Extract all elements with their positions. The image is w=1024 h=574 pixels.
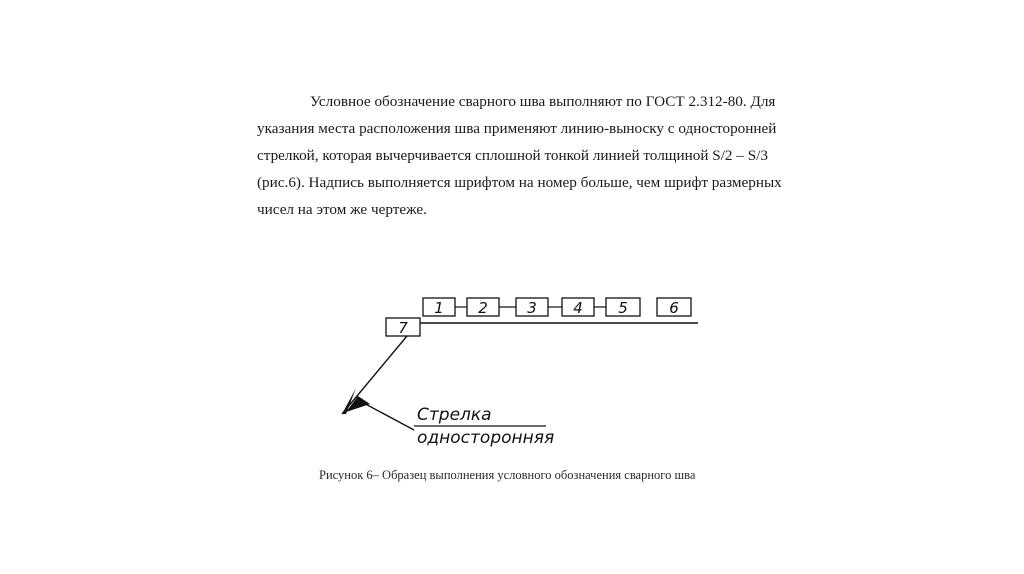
box-6 xyxy=(657,298,691,317)
figure-caption: Рисунок 6– Образец выполнения условного обозначения сварного шва xyxy=(319,468,696,482)
arrow-label-line-2: односторонняя xyxy=(417,428,555,448)
paragraph-line: (рис.6). Надпись выполняется шрифтом на номер больше, чем шрифт размерных xyxy=(257,174,782,191)
box-6-label: 6 xyxy=(669,299,679,317)
box-5-label: 5 xyxy=(618,299,628,317)
box-4 xyxy=(562,298,594,317)
arrow-label-line-1: Стрелка xyxy=(417,405,492,425)
paragraph-line: указания места расположения шва применяют линию-выноску с односторонней xyxy=(257,120,777,137)
box-3-label: 3 xyxy=(527,299,537,317)
box-4-label: 4 xyxy=(573,299,583,317)
arrow-tail-line xyxy=(358,400,414,430)
box-1 xyxy=(423,298,455,317)
paragraph-line: чисел на этом же чертеже. xyxy=(257,201,427,218)
box-3 xyxy=(516,298,548,317)
paragraph-line: стрелкой, которая вычерчивается сплошной тонкой линией толщиной S/2 – S/3 xyxy=(257,147,768,164)
box-2 xyxy=(467,298,499,317)
leader-line xyxy=(342,336,407,414)
box-2-label: 2 xyxy=(478,299,488,317)
box-7 xyxy=(386,318,420,337)
paragraph-line: Условное обозначение сварного шва выполняют по ГОСТ 2.312-80. Для xyxy=(310,93,776,110)
box-1-label: 1 xyxy=(434,299,444,317)
box-5 xyxy=(606,298,640,317)
box-7-label: 7 xyxy=(398,319,408,337)
